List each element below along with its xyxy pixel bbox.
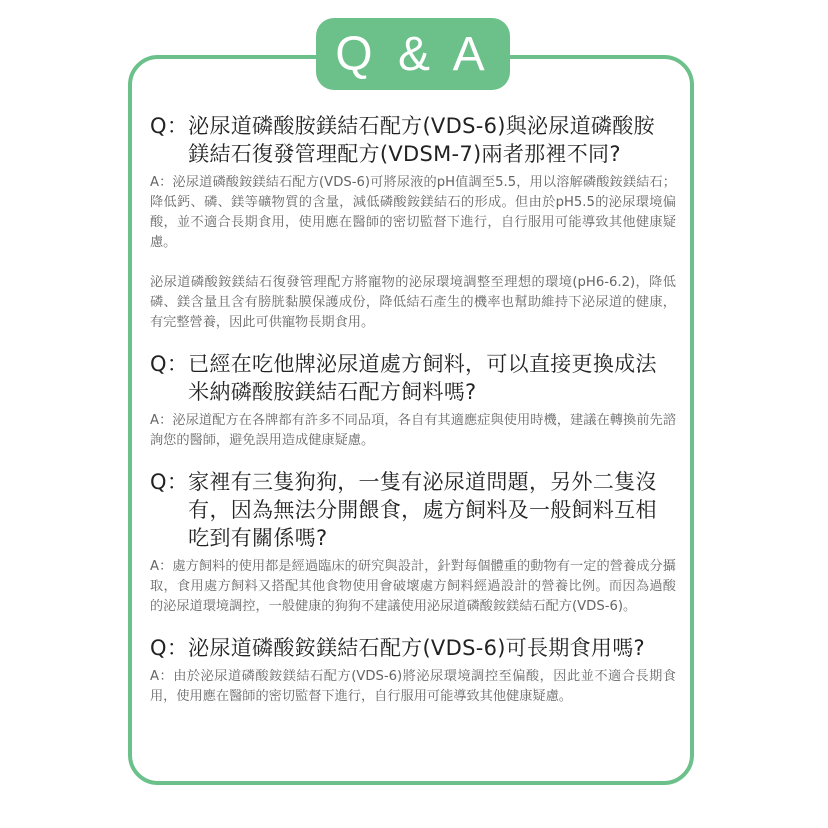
answer-paragraph: A：處方飼料的使用都是經過臨床的研究與設計，針對每個體重的動物有一定的營養成分攝取，食用處方飼料又搭配其他食物使用會破壞處方飼料經過設計的營養比例。而因為過酸的泌尿道環境調控，一般健康的狗狗不建議使用泌尿道磷酸銨鎂結石配方(VDS-6)。 — [150, 559, 676, 614]
qa-item-4 — [150, 634, 676, 707]
qa-title-badge: Q & A — [316, 18, 510, 90]
question-text: 泌尿道磷酸銨鎂結石配方(VDS-6)可長期食用嗎? — [188, 636, 645, 660]
question-text: 家裡有三隻狗狗，一隻有泌尿道問題，另外二隻沒有，因為無法分開餵食，處方飼料及一般飼料互相吃到有關係嗎? — [188, 470, 657, 550]
answer-paragraph: A：泌尿道磷酸銨鎂結石配方(VDS-6)可將尿液的pH值調至5.5，用以溶解磷酸銨鎂結石；降低鈣、磷、鎂等礦物質的含量，減低磷酸銨鎂結石的形成。但由於pH5.5的泌尿環境偏酸，並不適合長期食用，使用應在醫師的密切監督下進行，自行服用可能導致其他健康疑慮。 — [150, 175, 676, 250]
question-2 — [150, 350, 676, 406]
qa-item-3 — [150, 468, 676, 617]
qa-item-1 — [150, 112, 676, 333]
answer-1 — [150, 173, 676, 333]
question-4 — [150, 634, 676, 662]
answer-2 — [150, 411, 676, 451]
answer-paragraph: 泌尿道磷酸銨鎂結石復發管理配方將寵物的泌尿環境調整至理想的環境(pH6-6.2)，降低磷、鎂含量且含有膀胱黏膜保護成份，降低結石產生的機率也幫助維持下泌尿道的健康，有完整營養，因此可供寵物長期食用。 — [150, 275, 676, 330]
question-text: 泌尿道磷酸胺鎂結石配方(VDS-6)與泌尿道磷酸胺鎂結石復發管理配方(VDSM-7)兩者那裡不同? — [188, 114, 655, 166]
answer-4 — [150, 667, 676, 707]
qa-content — [150, 112, 676, 707]
question-1 — [150, 112, 676, 168]
question-prefix: Q： — [150, 636, 189, 660]
question-3 — [150, 468, 676, 552]
answer-paragraph: A：泌尿道配方在各牌都有許多不同品項，各自有其適應症與使用時機，建議在轉換前先諮詢您的醫師，避免誤用造成健康疑慮。 — [150, 413, 676, 448]
question-prefix: Q： — [150, 352, 189, 376]
answer-paragraph: A：由於泌尿道磷酸銨鎂結石配方(VDS-6)將泌尿環境調控至偏酸，因此並不適合長期食用，使用應在醫師的密切監督下進行，自行服用可能導致其他健康疑慮。 — [150, 669, 676, 704]
question-prefix: Q： — [150, 114, 189, 138]
qa-item-2 — [150, 350, 676, 451]
question-text: 已經在吃他牌泌尿道處方飼料，可以直接更換成法米納磷酸胺鎂結石配方飼料嗎? — [188, 352, 657, 404]
question-prefix: Q： — [150, 470, 189, 494]
answer-3 — [150, 557, 676, 617]
